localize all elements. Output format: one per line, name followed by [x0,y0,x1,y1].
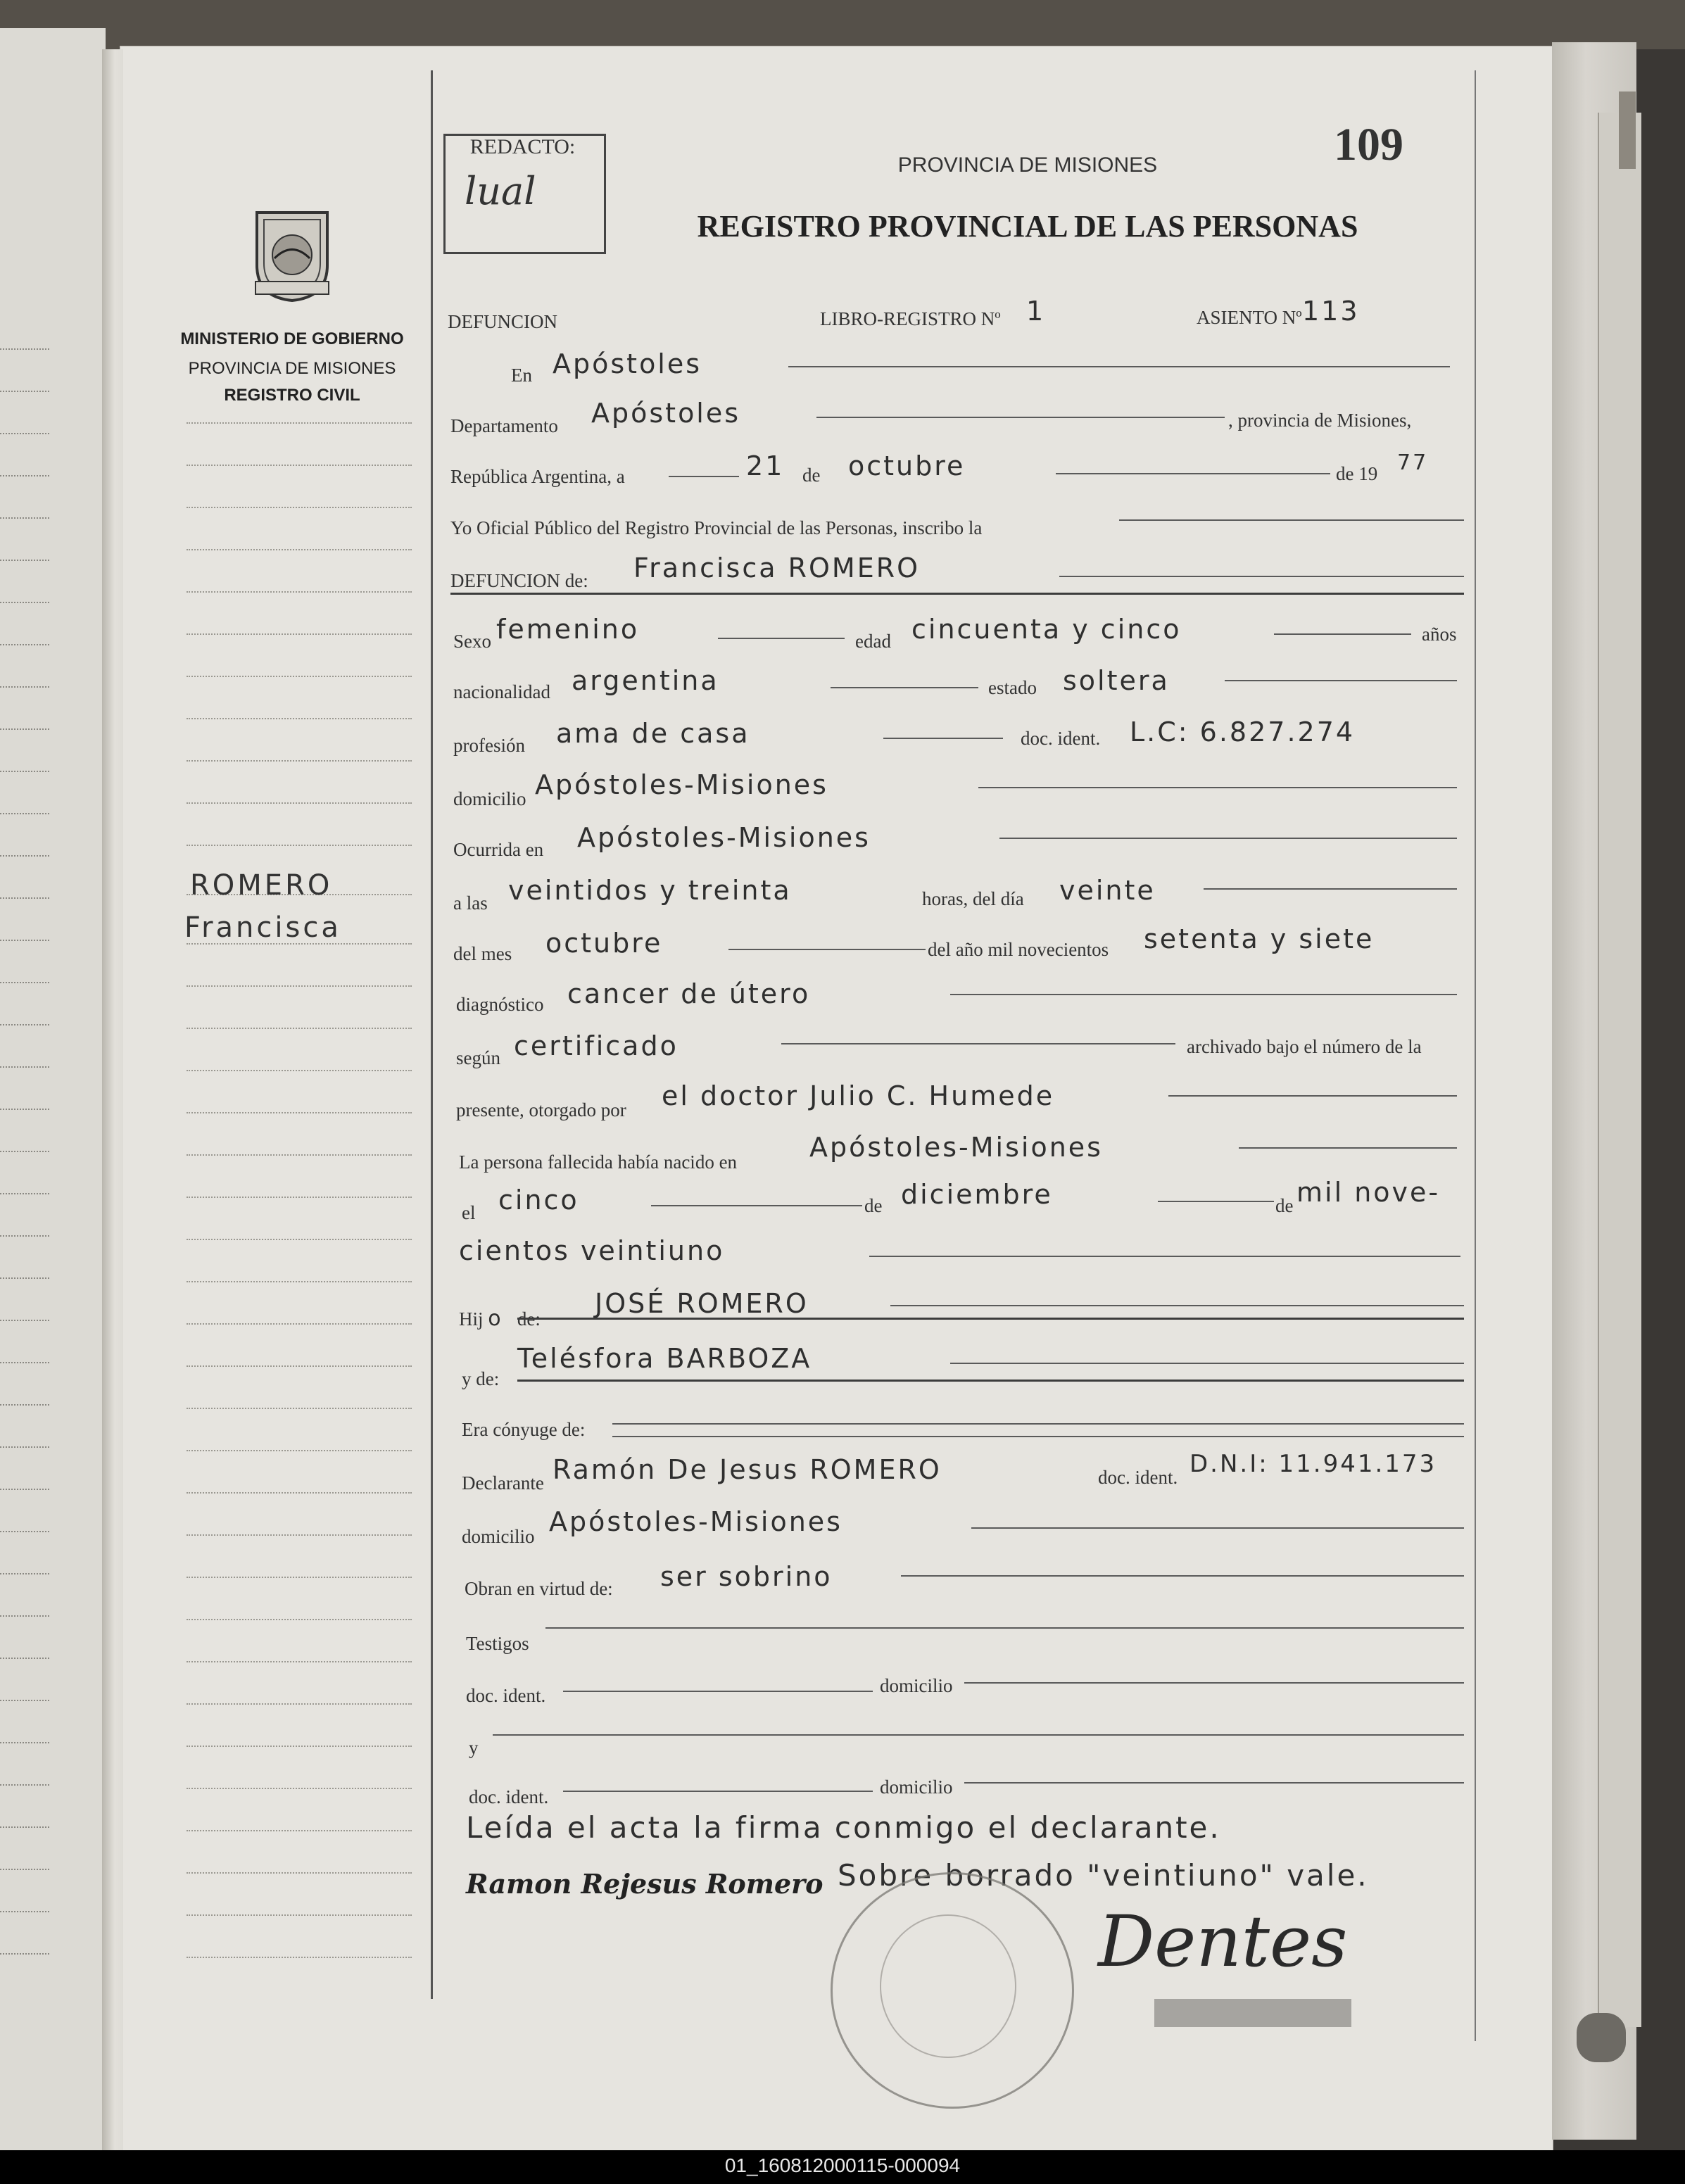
provincia-suffix: , provincia de Misiones, [1228,410,1412,431]
anos-label: años [1422,624,1457,645]
nacido-value: Apóstoles-Misiones [809,1132,1103,1163]
stub-ministry: MINISTERIO DE GOBIERNO [180,329,404,348]
obran-value: ser sobrino [660,1561,833,1592]
presente-label: presente, otorgado por [456,1099,626,1121]
defuncion-de-label: DEFUNCION de: [450,570,588,591]
edad-value: cincuenta y cinco [911,614,1182,645]
domicilio2-label: domicilio [462,1526,535,1547]
padre-value: JOSÉ ROMERO [595,1288,809,1319]
province-title: PROVINCIA DE MISIONES [897,153,1158,177]
stub-surname: ROMERO [190,869,333,902]
declarante-value: Ramón De Jesus ROMERO [553,1454,942,1485]
provincial-crest-icon [250,198,334,304]
nacionalidad-value: argentina [572,665,719,696]
edad-label: edad [855,631,891,652]
hijo-label: Hij o de: [459,1306,541,1331]
el-label: el [462,1202,476,1223]
republica-label: República Argentina, a [450,466,625,487]
ocurrida-value: Apóstoles-Misiones [577,822,871,853]
en-label: En [511,365,532,386]
stub-province: PROVINCIA DE MISIONES [188,359,396,378]
month-value: octubre [848,450,966,481]
testigo-y-label: y [469,1737,479,1758]
declarante-label: Declarante [462,1472,544,1494]
alas-value: veintidos y treinta [508,875,792,906]
departamento-value: Apóstoles [591,398,741,429]
conyuge-label: Era cónyuge de: [462,1419,586,1440]
seal-inner-ring [880,1914,1016,2058]
estado-label: estado [988,677,1037,698]
stub-given-name: Francisca [184,911,341,944]
tassel-top [1619,91,1636,169]
book-top-edge [0,0,1685,49]
tassel-bottom [1577,2013,1626,2062]
day-value: 21 [746,450,785,481]
profesion-label: profesión [453,735,525,756]
stub-registry: REGISTRO CIVIL [224,386,360,405]
estado-value: soltera [1063,665,1170,696]
defuncion-heading: DEFUNCION [448,311,558,332]
hijo-suffix: o [488,1306,503,1331]
doc2-value: D.N.I: 11.941.173 [1189,1450,1437,1478]
de2-label: de [1275,1195,1294,1216]
nac-mes-value: diciembre [901,1179,1053,1210]
ocurrida-label: Ocurrida en [453,839,544,860]
de1-label: de [864,1195,883,1216]
stub-divider [431,70,433,1999]
profesion-value: ama de casa [556,718,750,749]
doc-label: doc. ident. [1021,728,1101,749]
de19-label: de 19 [1336,463,1378,484]
year-value: 77 [1397,450,1429,475]
ano-value: setenta y siete [1144,923,1375,954]
delmes-label: del mes [453,943,512,964]
domicilio-value: Apóstoles-Misiones [535,769,828,800]
doc-value: L.C: 6.827.274 [1130,717,1356,747]
official-signature: Dentes [1098,1900,1348,1983]
book-gutter [102,49,123,2154]
left-page-edge [0,28,106,2150]
domicilio2-value: Apóstoles-Misiones [549,1506,842,1537]
redacto-label: REDACTO: [469,135,576,158]
mes-value: octubre [545,928,663,959]
redacto-signature: lual [465,169,536,213]
correction-note: Sobre borrado "veintiuno" vale. [838,1858,1369,1893]
horas-label: horas, del día [922,888,1024,909]
domicilio-label: domicilio [453,788,526,809]
madre-value: Telésfora BARBOZA [517,1343,812,1374]
diagnostico-value: cancer de útero [567,978,811,1009]
nac-ano-value-2: cientos veintiuno [459,1235,725,1266]
doc2-label: doc. ident. [1098,1467,1178,1488]
de-label: de [802,465,821,486]
archivado-label: archivado bajo el número de la [1187,1036,1422,1057]
testigo1-doc-label: doc. ident. [466,1685,546,1706]
delano-label: del año mil novecientos [928,939,1109,960]
asiento-value: 113 [1302,296,1360,327]
testigos-label: Testigos [466,1633,529,1654]
nac-ano-value-1: mil nove- [1296,1177,1441,1208]
registry-title: REGISTRO PROVINCIAL DE LAS PERSONAS [697,209,1358,244]
official-name-stamp [1154,1999,1351,2027]
segun-label: según [456,1047,500,1068]
libro-value: 1 [1026,296,1046,327]
alas-label: a las [453,892,488,914]
sexo-label: Sexo [453,631,491,652]
yo-oficial-text: Yo Oficial Público del Registro Provincial de las Personas, inscribo la [450,517,983,538]
form-right-border [1475,70,1476,2041]
segun-value: certificado [514,1030,679,1061]
testigo2-dom-label: domicilio [880,1776,953,1798]
obran-label: Obran en virtud de: [465,1578,613,1599]
dia-value: veinte [1059,875,1156,906]
sexo-value: femenino [496,614,640,645]
bookmark-ribbon [1598,113,1641,2027]
libro-label: LIBRO-REGISTRO Nº [820,308,1001,329]
declarant-signature: Ramon Rejesus Romero [466,1868,823,1900]
page-number: 109 [1334,119,1403,170]
yde-label: y de: [462,1368,500,1389]
presente-value: el doctor Julio C. Humede [662,1080,1055,1111]
image-code: 01_160812000115-000094 [724,2154,961,2176]
departamento-label: Departamento [450,415,558,436]
nacionalidad-label: nacionalidad [453,681,550,702]
closing-note: Leída el acta la firma conmigo el declarante. [466,1810,1221,1845]
nacido-label: La persona fallecida había nacido en [459,1151,738,1173]
asiento-label: ASIENTO Nº [1197,307,1302,328]
en-value: Apóstoles [553,348,702,379]
testigo2-doc-label: doc. ident. [469,1786,549,1807]
deceased-name: Francisca ROMERO [633,553,921,583]
diagnostico-label: diagnóstico [456,994,544,1015]
testigo1-dom-label: domicilio [880,1675,953,1696]
nac-dia-value: cinco [498,1185,579,1216]
